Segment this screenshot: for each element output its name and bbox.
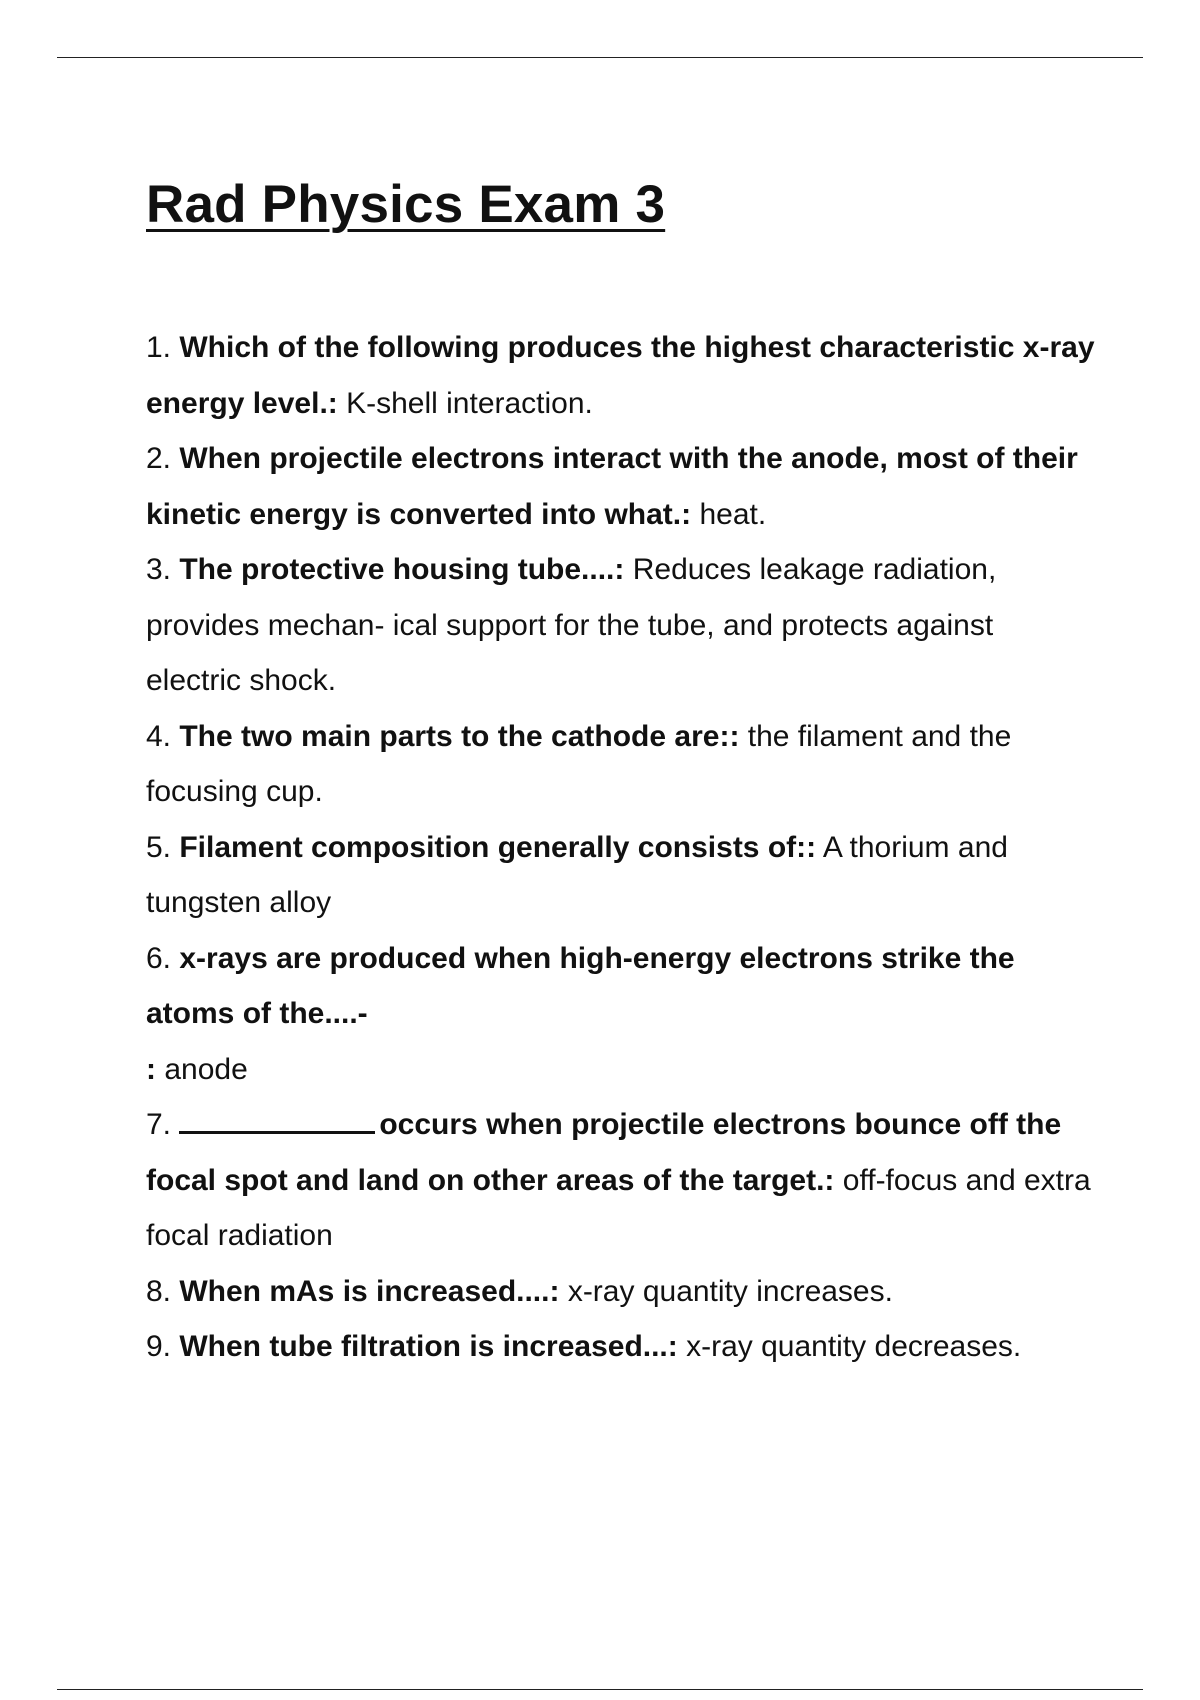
question-text: The two main parts to the cathode are:: [179,719,740,753]
answer-text: Reduces leakage radiation, provides mechan- ical support for the tube, and protects against electric shock. [146,553,997,697]
page-title: Rad Physics Exam 3 [146,175,666,234]
qa-item-8 [146,1264,1096,1320]
question-text: occurs when projectile electrons bounce off the focal spot and land on other areas of the target.: [146,1108,1062,1197]
question-text: Which of the following produces the highest characteristic x-ray energy level.: [146,331,1095,420]
answer-text: x-ray quantity decreases. [677,1330,1022,1363]
answer-text: heat. [691,497,767,531]
item-number: 9. [146,1330,180,1363]
answer-text: K-shell interaction. [337,386,593,420]
document-body [146,170,1096,1375]
answer-text: off-focus and extra focal radiation [146,1163,1091,1252]
answer-text: the filament and the focusing cup. [146,719,1012,808]
qa-item-6 [146,931,1096,1098]
qa-item-9 [146,1319,1096,1375]
question-text: When projectile electrons interact with the anode, most of their kinetic energy is converted into what.: [146,442,1078,531]
question-text: When mAs is increased....: [179,1274,560,1308]
question-text: When tube filtration is increased...: [179,1330,678,1363]
qa-item-7 [146,1097,1096,1264]
item-number: 2. [146,442,180,475]
answer-text: anode [156,1052,248,1086]
fill-in-blank [179,1105,375,1134]
item-number: 3. [146,553,180,586]
qa-item-2 [146,431,1096,542]
bottom-rule [57,1689,1143,1690]
item-number: 1. [146,331,180,364]
question-text: The protective housing tube....: [179,553,625,586]
question-text: Filament composition generally consists of:: [179,830,817,864]
qa-item-4 [146,709,1096,820]
answer-text: x-ray quantity increases. [559,1274,893,1308]
top-rule [57,57,1143,58]
qa-item-1 [146,320,1096,431]
item-number: 4. [146,719,180,753]
item-number: 8. [146,1274,180,1308]
qa-item-5 [146,820,1096,931]
item-number: 5. [146,830,180,864]
item-number: 6. [146,941,180,975]
qa-item-3 [146,542,1096,709]
question-list [146,320,1096,1375]
answer-text: A thorium and tungsten alloy [146,830,1008,919]
question-text: x-rays are produced when high-energy electrons strike the atoms of the....- [146,941,1015,1030]
question-continuation: : [146,1052,156,1086]
item-number: 7. [146,1108,180,1141]
